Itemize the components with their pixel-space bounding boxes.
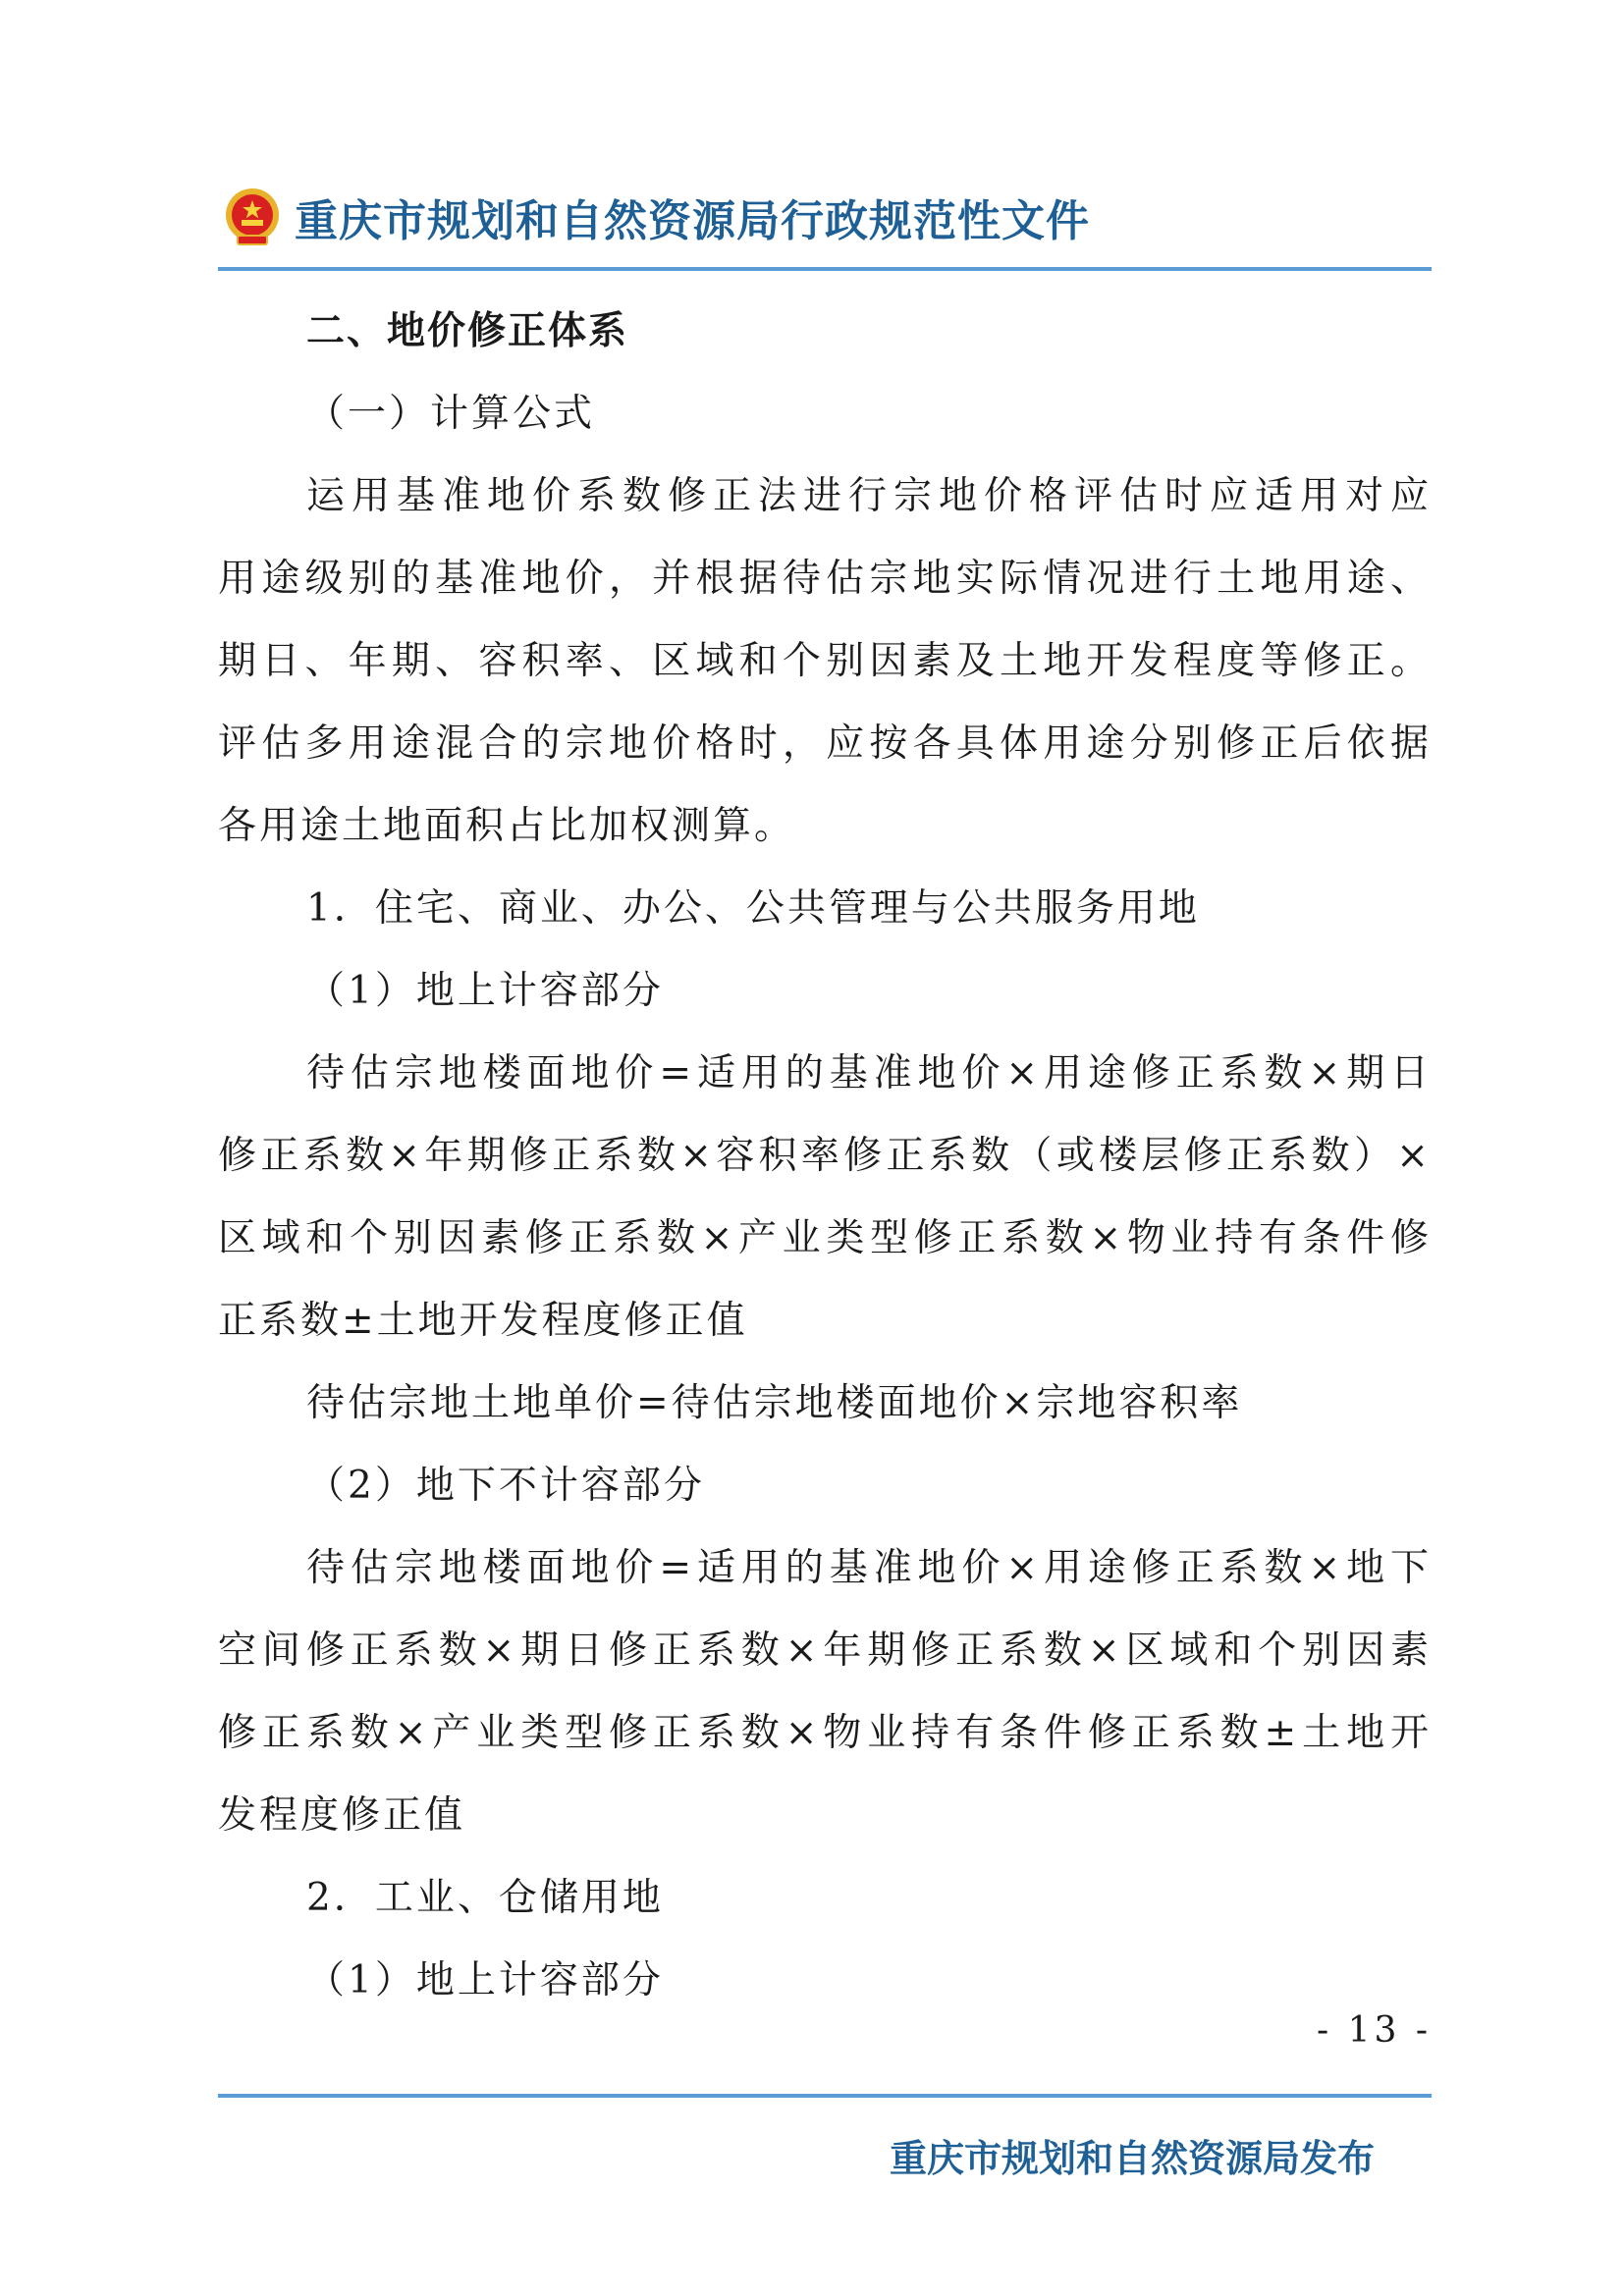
- paragraph-line: 各用途土地面积占比加权测算。: [218, 804, 796, 848]
- formula-line: 待估宗地楼面地价=适用的基准地价×用途修正系数×期日: [306, 1051, 1432, 1095]
- header-divider: [218, 267, 1432, 271]
- item-heading: 2．工业、仓储用地: [306, 1876, 664, 1920]
- formula-line: 区域和个别因素修正系数×产业类型修正系数×物业持有条件修: [218, 1216, 1432, 1260]
- formula-line: 正系数±土地开发程度修正值: [218, 1299, 748, 1343]
- formula-line: 待估宗地楼面地价=适用的基准地价×用途修正系数×地下: [306, 1546, 1432, 1590]
- paragraph-line: 期日、年期、容积率、区域和个别因素及土地开发程度等修正。: [218, 639, 1432, 683]
- subitem-heading: （1）地上计容部分: [306, 1958, 664, 2002]
- paragraph-line: 评估多用途混合的宗地价格时，应按各具体用途分别修正后依据: [218, 721, 1432, 766]
- footer-publisher: 重庆市规划和自然资源局发布: [889, 2137, 1375, 2180]
- subsection-heading: （一）计算公式: [306, 392, 596, 436]
- formula-line: 空间修正系数×期日修正系数×年期修正系数×区域和个别因素: [218, 1629, 1432, 1673]
- header-title: 重庆市规划和自然资源局行政规范性文件: [295, 196, 1090, 246]
- document-header: [224, 183, 1090, 251]
- paragraph-line: 运用基准地价系数修正法进行宗地价格评估时应适用对应: [306, 474, 1432, 518]
- document-body: [218, 291, 1432, 2022]
- section-heading: 二、地价修正体系: [306, 309, 629, 353]
- formula-line: 发程度修正值: [218, 1793, 466, 1838]
- national-emblem-icon: [224, 187, 281, 247]
- subitem-heading: （2）地下不计容部分: [306, 1464, 705, 1508]
- formula-line: 修正系数×产业类型修正系数×物业持有条件修正系数±土地开: [218, 1711, 1432, 1755]
- paragraph-line: 用途级别的基准地价，并根据待估宗地实际情况进行土地用途、: [218, 557, 1432, 601]
- formula-line: 修正系数×年期修正系数×容积率修正系数（或楼层修正系数）×: [218, 1134, 1432, 1178]
- footer-divider: [218, 2094, 1432, 2098]
- page-number: - 13 -: [1316, 2010, 1432, 2051]
- formula-line: 待估宗地土地单价=待估宗地楼面地价×宗地容积率: [306, 1381, 1243, 1425]
- subitem-heading: （1）地上计容部分: [306, 969, 664, 1013]
- item-heading: 1．住宅、商业、办公、公共管理与公共服务用地: [306, 886, 1200, 931]
